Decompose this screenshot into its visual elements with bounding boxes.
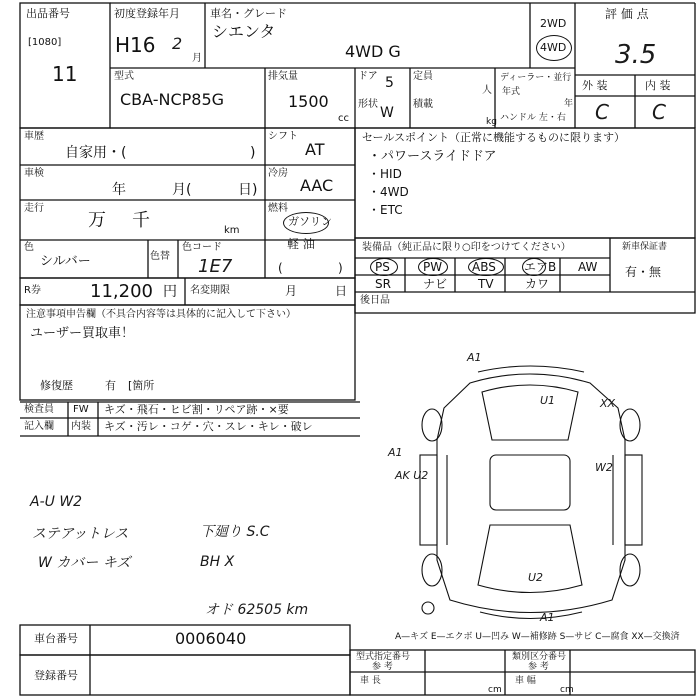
fuel-paren-close: ) [338, 261, 343, 275]
inspection-month: 月( [172, 182, 192, 198]
first-reg-label: 初度登録年月 [114, 7, 180, 20]
inspection-label: 車検 [24, 168, 44, 179]
price-label: R券 [24, 285, 41, 296]
hw-line4: 下廻り S.C [200, 524, 270, 540]
entry-label: 記入欄 [24, 421, 54, 432]
lot-label: 出品番号 [26, 7, 70, 20]
equip-ps: PS [375, 260, 390, 274]
capacity-unit: 人 [482, 85, 492, 96]
repair-location: [箇所 [128, 379, 155, 392]
sales-item: ・ETC [368, 203, 403, 217]
interior-label-small: 内装 [71, 421, 91, 432]
drive-2wd: 2WD [540, 17, 567, 30]
color-code-label: 色コード [182, 242, 222, 253]
legal-sub: 参 考 [372, 662, 393, 672]
length-unit: cm [488, 685, 502, 695]
legal-size-label: 型式指定番号 [356, 652, 411, 662]
month-value: 2 [172, 34, 183, 53]
mileage-man: 万 [88, 210, 106, 231]
warranty-value: 有・無 [625, 265, 662, 279]
fuel-diesel: 軽 油 [287, 237, 315, 251]
diagram-mark: A1 [540, 611, 555, 624]
exterior-label: 外 装 [582, 79, 608, 92]
interior-label: 内 装 [645, 79, 671, 92]
fw-label: FW [73, 404, 89, 415]
doors: 5 [385, 75, 394, 91]
history-close: ) [250, 145, 256, 161]
fuel-label: 燃料 [268, 203, 288, 214]
load-unit: kg [486, 117, 497, 127]
hw-line1: A-U W2 [30, 494, 83, 510]
equip-sr: SR [375, 277, 391, 291]
diagram-mark: AK U2 [395, 469, 429, 482]
chassis-label: 車台番号 [34, 632, 78, 645]
diagram-mark: U2 [528, 571, 544, 584]
equip-abs: ABS [472, 260, 496, 274]
fuel-paren-open: ( [278, 261, 283, 275]
sales-title: セールスポイント（正常に機能するものに限ります） [362, 131, 626, 144]
diagram-mark: U1 [540, 394, 556, 407]
inspector-label: 検査員 [24, 404, 54, 415]
displacement-unit: cc [338, 113, 349, 124]
name-change-month: 月 [285, 284, 298, 298]
doors-label: ドア [358, 71, 378, 82]
name-change-day: 日 [335, 284, 348, 298]
notes-label: 注意事項申告欄（不具合内容等は具体的に記入して下さい） [26, 309, 296, 320]
class-label: 類別区分番号 [512, 652, 567, 662]
history-label: 車歴 [24, 131, 44, 142]
ac: AAC [300, 176, 334, 195]
fw-items: キズ・飛石・ヒビ割・リペア跡・×要 [104, 403, 289, 416]
reg-label: 登録番号 [34, 669, 78, 682]
car-name: シエンタ [212, 22, 276, 41]
price-unit: 円 [163, 284, 177, 300]
hw-line5: BH X [200, 554, 235, 570]
rear-seat-label: 後日品 [360, 295, 390, 306]
equip-pw: PW [423, 260, 443, 274]
interior-items: キズ・汚レ・コゲ・穴・スレ・キレ・破レ [104, 420, 313, 433]
ac-label: 冷房 [268, 168, 288, 179]
shape-label: 形状 [358, 99, 378, 110]
equip-navi: ナビ [423, 277, 448, 291]
score-label: 評 価 点 [605, 7, 649, 21]
repair-label: 修復歴 [40, 379, 73, 392]
drive-4wd: 4WD [540, 41, 567, 54]
mileage-sen: 千 [132, 210, 150, 231]
notes-content: ユーザー買取車！ [30, 326, 135, 341]
capacity-label: 定員 [413, 71, 433, 82]
hw-line3: W カバー キズ [38, 555, 131, 571]
fuel-gasoline: ガソリン [288, 215, 332, 228]
chassis-value: 0006040 [175, 629, 247, 648]
hw-line2: ステアットレス [32, 526, 129, 542]
interior-grade: C [652, 100, 666, 124]
exterior-grade: C [595, 100, 609, 124]
diagram-mark: A1 [388, 446, 403, 459]
shift: AT [305, 140, 325, 159]
equipment-title: 装備品（純正品に限り○印をつけてください） [362, 242, 571, 253]
diagram-mark: A1 [467, 351, 482, 364]
shape: W [380, 105, 394, 121]
car-name-label: 車名・グレード [210, 7, 287, 20]
lot-number: 11 [52, 62, 78, 86]
year-unit: 年 [564, 99, 574, 109]
score-value: 3.5 [615, 40, 657, 70]
lot-small: [1080] [28, 37, 62, 48]
equip-airbag: エアB [524, 260, 557, 274]
color-change-label: 色替 [150, 251, 170, 262]
name-change-label: 名変期限 [190, 285, 230, 296]
dealer-label: ディーラー・並行 [500, 73, 572, 83]
repair-value: 有 [105, 379, 116, 392]
inspection-year: 年 [112, 182, 126, 198]
class-sub: 参 考 [528, 662, 549, 672]
equip-leather: カワ [525, 277, 550, 291]
model-code: CBA-NCP85G [120, 90, 225, 109]
color-value: シルバー [40, 254, 91, 269]
mileage-unit: km [224, 225, 240, 236]
handle-label: ハンドル 左・右 [500, 113, 566, 123]
load-label: 積載 [413, 99, 433, 110]
model-label: 型式 [114, 71, 134, 82]
equip-tv: TV [478, 277, 494, 291]
width-label: 車 幅 [515, 676, 536, 686]
width-unit: cm [560, 685, 574, 695]
sales-item: ・パワースライドドア [368, 149, 497, 164]
color-code: 1E7 [198, 256, 233, 277]
inspection-day: 日) [238, 182, 258, 198]
color-label: 色 [24, 242, 34, 253]
year-label: 年式 [502, 87, 521, 97]
equip-aw: AW [578, 260, 598, 274]
length-label: 車 長 [360, 676, 381, 686]
shift-label: シフト [268, 131, 298, 142]
price: 11,200 [90, 281, 153, 302]
mileage-label: 走行 [24, 203, 44, 214]
history-value: 自家用・( [65, 145, 127, 161]
diagram-mark: W2 [595, 461, 613, 474]
era-year: H16 [115, 33, 156, 57]
diagram-mark: XX [600, 397, 616, 410]
displacement-label: 排気量 [268, 71, 298, 82]
warranty-label: 新車保証書 [622, 242, 668, 252]
damage-legend: A—キズ E—エクボ U—凹み W—補修跡 S—サビ C—腐食 XX—交換済 [395, 632, 680, 642]
sales-item: ・4WD [368, 185, 409, 199]
displacement: 1500 [288, 92, 329, 111]
month-unit: 月 [192, 53, 202, 64]
grade: 4WD G [345, 42, 401, 61]
sales-item: ・HID [368, 167, 402, 181]
hw-line6: オド 62505 km [205, 602, 309, 618]
